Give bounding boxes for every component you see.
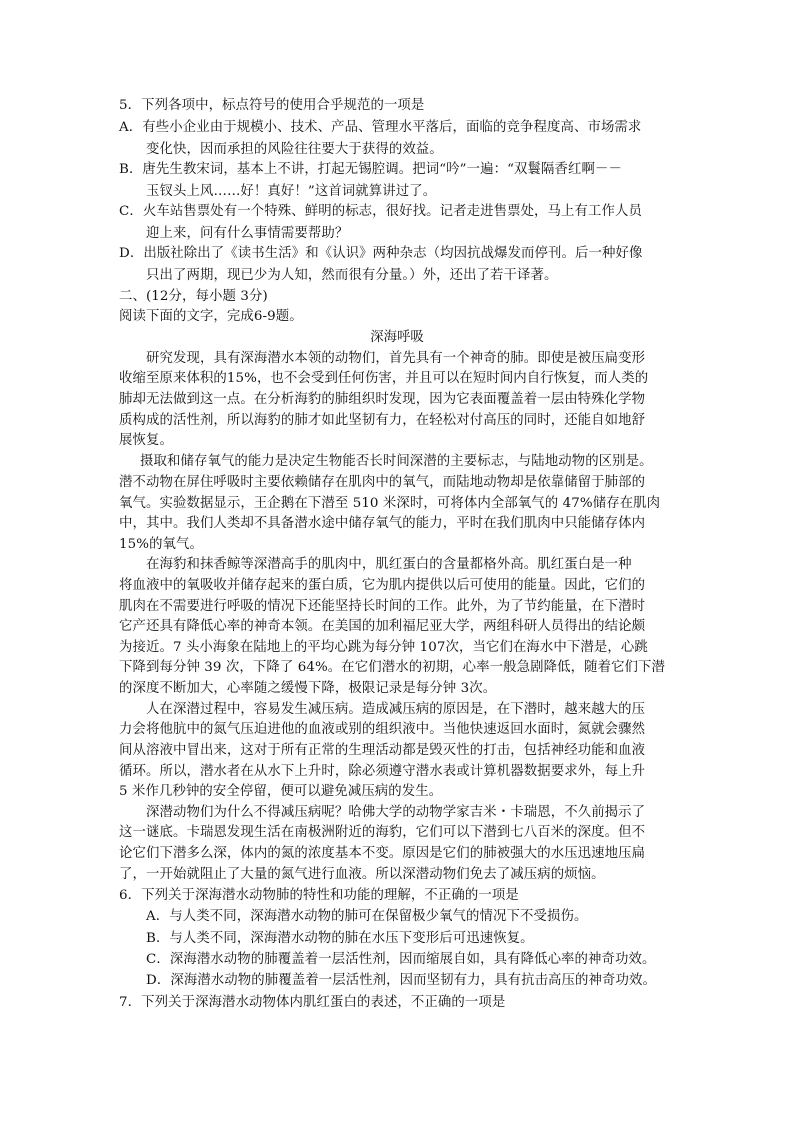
q5-option-a-line1: A．有些小企业由于规模小、技术、产品、管理水平落后，面临的竞争程度高、市场需求 xyxy=(119,120,642,135)
q6-option-a: A．与人类不同，深海潜水动物的肺可在保留极少氧气的情况下不受损伤。 xyxy=(146,909,588,924)
passage-line: 肺却无法做到这一点。在分析海豹的肺组织时发现，因为它表面覆盖着一层由特殊化学物 xyxy=(119,392,646,407)
passage-line: 它产还具有降低心率的神奇本领。在美国的加利福尼亚大学，两组科研人员得出的结论颇 xyxy=(119,619,646,634)
passage-line: 人在深潜过程中，容易发生减压病。造成减压病的原因是，在下潜时，越来越大的压 xyxy=(146,702,646,717)
passage-line: 展恢复。 xyxy=(119,433,173,448)
passage-line: 肌肉在不需要进行呼吸的情况下还能坚持长时间的工作。此外，为了节约能量，在下潜时 xyxy=(119,599,646,614)
q5-option-a-line2: 变化快，因而承担的风险往往要大于获得的效益。 xyxy=(146,142,443,157)
q5-option-c-line2: 迎上来，问有什么事情需要帮助？ xyxy=(146,226,349,241)
passage-line: 这一谜底。卡瑞恩发现生活在南极洲附近的海豹，它们可以下潜到七八百米的深度。但不 xyxy=(119,825,646,840)
passage-line: 了，一开始就阻止了大量的氮气进行血液。所以深潜动物们免去了减压病的烦恼。 xyxy=(119,867,605,882)
passage-line: 5 米作几秒钟的安全停留，便可以避免减压病的发生。 xyxy=(119,784,443,799)
q5-option-c-line1: C．火车站售票处有一个特殊、鲜明的标志，很好找。记者走进售票处，马上有工作人员 xyxy=(119,204,642,219)
q6-option-b: B．与人类不同，深海潜水动物的肺在水压下变形后可迅速恢复。 xyxy=(146,931,534,946)
passage-line: 15%的氧气。 xyxy=(119,537,204,552)
passage-line: 为接近。7 头小海象在陆地上的平均心跳为每分钟 107次，当它们在海水中下潜是，心跳 xyxy=(119,640,648,655)
q5-option-d-line1: D．出版社除出了《读书生活》和《认识》两种杂志（均因抗战爆发而停刊。后一种好像 xyxy=(119,246,643,261)
passage-line: 质构成的活性剂，所以海豹的肺才如此坚韧有力，在轻松对付高压的同时，还能自如地舒 xyxy=(119,413,646,428)
passage-line: 研究发现，具有深海潜水本领的动物们，首先具有一个神奇的肺。即使是被压扁变形 xyxy=(146,351,646,366)
q5-stem: 5．下列各项中，标点符号的使用合乎规范的一项是 xyxy=(119,98,425,113)
q6-option-c: C．深海潜水动物的肺覆盖着一层活性剂，因而缩展自如，具有降低心率的神奇功效。 xyxy=(146,952,656,967)
section-heading: 二、(12分，每小题 3分) xyxy=(119,289,268,304)
passage-title: 深海呼吸 xyxy=(370,330,424,345)
q6-stem: 6．下列关于深海潜水动物肺的特性和功能的理解，不正确的一项是 xyxy=(119,888,519,903)
passage-line: 中，其中。我们人类却不具备潜水途中储存氧气的能力，平时在我们肌肉中只能储存体内 xyxy=(119,516,646,531)
passage-line: 力会将他肮中的氮气压迫进他的血液或别的组织液中。当他快速返回水面时，氮就会骤然 xyxy=(119,722,646,737)
passage-line: 间从溶液中冒出来，这对于所有正常的生理活动都是毁灭性的打击，包括神经功能和血液 xyxy=(119,743,646,758)
passage-line: 潜不动物在屏住呼吸时主要依赖储存在肌肉中的氧气，而陆地动物却是依靠储留于肺部的 xyxy=(119,475,646,490)
passage-line: 氧气。实验数据显示，王企鹅在下潜至 510 米深时，可将体内全部氧气的 47%储存在肌肉 xyxy=(119,496,661,511)
q7-stem: 7．下列关于深海潜水动物体内肌红蛋白的表述，不正确的一项是 xyxy=(119,995,506,1010)
passage-line: 循环。所以，潜水者在从水下上升时，除必须遵守潜水表或计算机器数据要求外，每上升 xyxy=(119,764,646,779)
passage-line: 收缩至原来体积的15%，也不会受到任何伤害，并且可以在短时间内自行恢复，而人类的 xyxy=(119,371,649,386)
passage-line: 的深度不断加大，心率随之缓慢下降，极限记录是每分钟 3次。 xyxy=(119,681,497,696)
q5-option-d-line2: 只出了两期，现已少为人知，然而很有分量。）外，还出了若干译著。 xyxy=(146,268,558,283)
section-instruction: 阅读下面的文字，完成6-9题。 xyxy=(119,309,303,324)
q5-option-b-line2: 玉钗头上风……好！真好！”这首词就算讲过了。 xyxy=(146,184,437,199)
passage-line: 在海豹和抹香鲸等深潜高手的肌肉中，肌红蛋白的含量都格外高。肌红蛋白是一种 xyxy=(146,557,632,572)
passage-line: 将血液中的氧吸收并储存起来的蛋白质，它为肌内提供以后可使用的能量。因此，它们的 xyxy=(119,578,646,593)
passage-line: 下降到每分钟 39 次，下降了 64%。在它们潜水的初期，心率一般急剧降低，随着它们下潜 xyxy=(119,660,666,675)
q6-option-d: D．深海潜水动物的肺覆盖着一层活性剂，因而坚韧有力，具有抗击高压的神奇功效。 xyxy=(146,973,656,988)
passage-line: 深潜动物们为什么不得减压病呢？哈佛大学的动物学家吉米・卡瑞恩，不久前揭示了 xyxy=(146,805,646,820)
passage-line: 摄取和储存氧气的能力是决定生物能否长时间深潜的主要标志，与陆地动物的区别是。 xyxy=(140,454,653,469)
q5-option-b-line1: B．唐先生教宋词，基本上不讲，打起无锡腔调。把词“吟”一遍：“双鬟隔香红啊－－ xyxy=(119,162,622,177)
passage-line: 论它们下潜多么深，体内的氮的浓度基本不变。原因是它们的肺被强大的水压迅速地压扁 xyxy=(119,846,646,861)
